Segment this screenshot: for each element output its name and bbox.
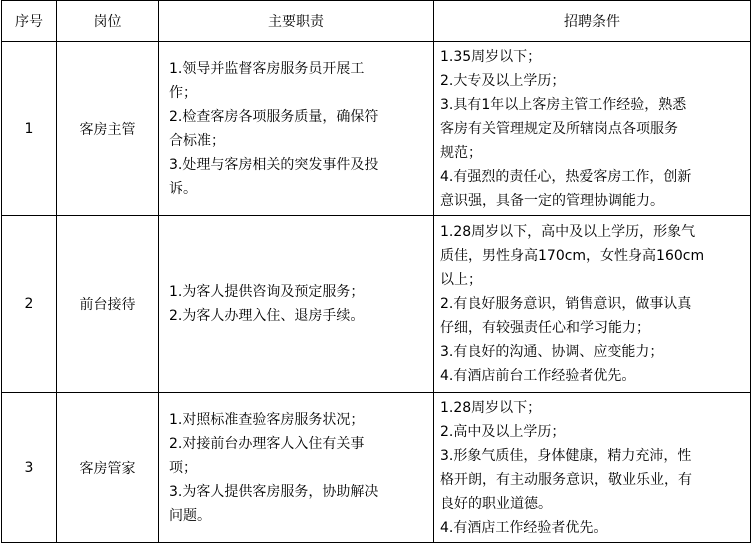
duties-cell <box>159 393 434 543</box>
header-position: 岗位 <box>57 1 159 42</box>
recruitment-table <box>1 0 751 543</box>
requirement-line: 4.有酒店工作经验者优先。 <box>440 519 608 536</box>
table-row <box>2 42 751 216</box>
requirements-cell <box>434 216 751 393</box>
table-row <box>2 216 751 393</box>
seq-cell: 2 <box>2 216 57 393</box>
seq-cell: 1 <box>2 42 57 216</box>
duty-line: 问题。 <box>169 507 211 524</box>
requirement-line: 意识强，具备一定的管理协调能力。 <box>440 192 664 209</box>
duty-line: 作； <box>169 84 197 101</box>
requirement-line: 格开朗，有主动服务意识，敬业乐业，有 <box>440 471 692 488</box>
requirement-line: 质佳，男性身高170cm，女性身高160cm <box>440 248 705 264</box>
duty-line: 合标准； <box>169 132 225 149</box>
requirement-line: 1.35周岁以下； <box>440 48 542 65</box>
duties-cell <box>159 42 434 216</box>
header-duties: 主要职责 <box>159 1 434 42</box>
position-cell: 客房主管 <box>57 42 159 216</box>
requirements-cell <box>434 42 751 216</box>
duty-line: 2.为客人办理入住、退房手续。 <box>169 308 365 324</box>
header-requirements: 招聘条件 <box>434 1 751 42</box>
requirement-line: 以上； <box>440 272 482 288</box>
requirements-cell <box>434 393 751 543</box>
header-seq: 序号 <box>2 1 57 42</box>
requirement-line: 2.有良好服务意识，销售意识，做事认真 <box>440 296 692 312</box>
duty-line: 诉。 <box>169 180 197 197</box>
requirement-line: 3.具有1年以上客房主管工作经验，熟悉 <box>440 96 687 113</box>
header-row <box>2 1 751 42</box>
requirement-line: 1.28周岁以下； <box>440 399 542 416</box>
requirement-line: 3.有良好的沟通、协调、应变能力； <box>440 344 664 360</box>
requirement-line: 良好的职业道德。 <box>440 495 552 512</box>
position-cell: 客房管家 <box>57 393 159 543</box>
duty-line: 2.检查客房各项服务质量，确保符 <box>169 108 379 125</box>
requirement-line: 1.28周岁以下，高中及以上学历，形象气 <box>440 224 696 240</box>
requirement-line: 2.高中及以上学历； <box>440 423 566 440</box>
table-row <box>2 393 751 543</box>
duty-line: 2.对接前台办理客人入住有关事 <box>169 435 365 452</box>
position-cell: 前台接待 <box>57 216 159 393</box>
duties-cell <box>159 216 434 393</box>
requirement-line: 4.有酒店前台工作经验者优先。 <box>440 368 636 384</box>
requirement-line: 2.大专及以上学历； <box>440 72 566 89</box>
duty-line: 3.为客人提供客房服务，协助解决 <box>169 483 379 500</box>
requirement-line: 客房有关管理规定及所辖岗点各项服务 <box>440 120 678 137</box>
duty-line: 1.为客人提供咨询及预定服务； <box>169 284 365 300</box>
requirement-line: 仔细，有较强责任心和学习能力； <box>440 320 650 336</box>
seq-cell: 3 <box>2 393 57 543</box>
requirement-line: 规范； <box>440 144 482 161</box>
duty-line: 1.领导并监督客房服务员开展工 <box>169 60 365 77</box>
duty-line: 3.处理与客房相关的突发事件及投 <box>169 156 379 173</box>
duty-line: 项； <box>169 459 197 476</box>
requirement-line: 4.有强烈的责任心，热爱客房工作，创新 <box>440 168 692 185</box>
requirement-line: 3.形象气质佳，身体健康，精力充沛，性 <box>440 447 692 464</box>
duty-line: 1.对照标准查验客房服务状况； <box>169 411 365 428</box>
